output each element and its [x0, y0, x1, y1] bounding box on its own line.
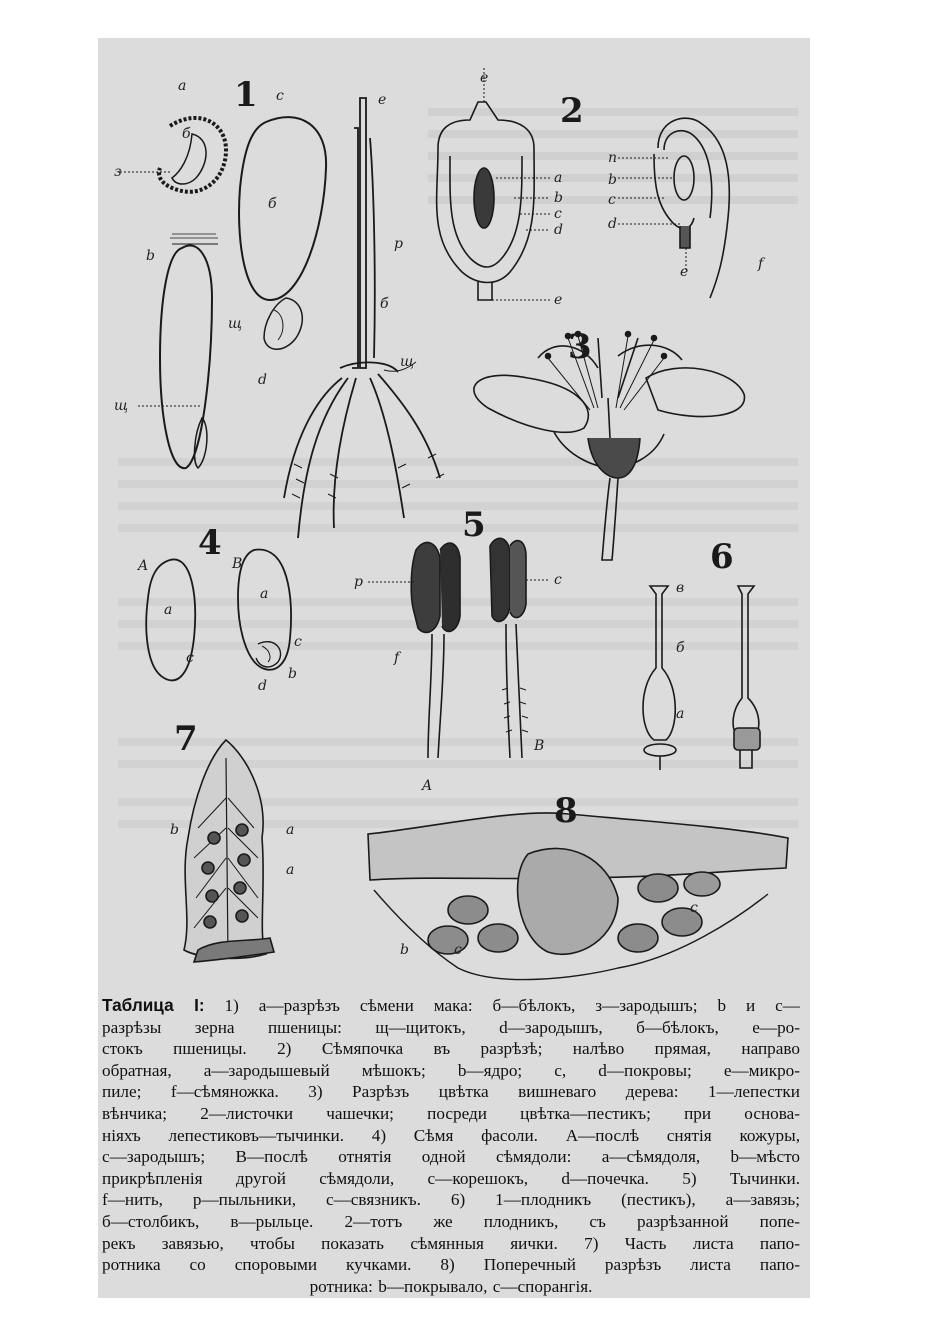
caption-line-text: 1) а—разрѣзъ сѣмени мака: б—бѣлокъ, з—зародышъ; b и с— [204, 996, 800, 1015]
figure-number-1: 1 [234, 75, 258, 115]
label-fig4-A: A [138, 558, 149, 574]
label-fig1-sch-2: щ [228, 316, 243, 332]
figure-number-3: 3 [568, 327, 592, 367]
label-fig1-e: e [378, 92, 387, 108]
plate-page [98, 38, 810, 1298]
caption-line-8: с—зародышъ; В—послѣ отнятія одной сѣмядоли: а—сѣмядоля, b—мѣсто [102, 1147, 800, 1167]
label-fig2-b-right: b [608, 172, 617, 188]
label-fig7-a-2: a [286, 862, 295, 878]
label-fig2-d-right: d [608, 216, 617, 232]
caption-line-13: ротника со споровыми кучками. 8) Поперечный разрѣзъ листа папо- [102, 1255, 800, 1275]
label-fig4-a: a [164, 602, 173, 618]
figure-number-2: 2 [560, 91, 584, 131]
figure-1-poppy-seed [120, 118, 226, 192]
label-fig1-r: р [394, 236, 403, 252]
label-fig2-c: с [554, 206, 562, 222]
bleed-through-text [118, 108, 798, 828]
label-fig8-b: b [400, 942, 409, 958]
plate-caption [102, 995, 800, 1297]
caption-line-2: разрѣзы зерна пшеницы: щ—щитокъ, d—зародышъ, б—бѣлокъ, е—ро- [102, 1017, 800, 1037]
caption-lead: Таблица I: [102, 995, 205, 1015]
label-fig8-c: c [690, 900, 698, 916]
label-fig4-B: B [232, 556, 243, 572]
label-fig1-sch-3: щ [400, 354, 415, 370]
label-fig1-b-cyr-2: б [268, 196, 277, 212]
caption-line-10: f—нить, р—пыльники, с—связникъ. 6) 1—плодникъ (пестикъ), а—завязь; [102, 1190, 800, 1210]
label-fig5-c: с [554, 572, 562, 588]
caption-line-7: ніяхъ лепестиковъ—тычинки. 4) Сѣмя фасоли. А—послѣ снятія кожуры, [102, 1125, 800, 1145]
label-fig1-z: з [114, 164, 122, 180]
label-fig2-c-right: с [608, 192, 616, 208]
figure-1-wheat-grain [239, 117, 326, 349]
label-fig6-b-cyr: б [676, 640, 685, 656]
label-fig2-b: b [554, 190, 563, 206]
label-fig7-a: a [286, 822, 295, 838]
caption-line-14: ротника: b—покрывало, с—спорангія. [309, 1276, 593, 1296]
caption-line-4: обратная, а—зародышевый мѣшокъ; b—ядро; с, d—покровы; е—микро- [102, 1060, 800, 1080]
figure-number-7: 7 [174, 719, 198, 759]
label-fig1-a: а [178, 78, 187, 94]
caption-line-1 [102, 995, 800, 1017]
label-fig2-a: а [554, 170, 563, 186]
label-fig2-f: f [758, 256, 764, 272]
label-fig4-c-B: c [294, 634, 302, 650]
label-fig1-c: с [276, 88, 284, 104]
label-fig6-a: a [676, 706, 685, 722]
figure-number-4: 4 [198, 523, 222, 563]
label-fig5-f: f [394, 650, 400, 666]
figure-1-wheat-grain-b [138, 234, 218, 468]
label-fig2-e: е [554, 292, 563, 308]
caption-line-6: вѣнчика; 2—листочки чашечки; посреди цвѣтка—пестикъ; при основа- [102, 1103, 800, 1123]
figure-number-5: 5 [462, 505, 486, 545]
figure-7-fern-leaf [184, 740, 274, 962]
label-fig1-d: d [258, 372, 267, 388]
caption-line-3: стокъ пшеницы. 2) Сѣмяпочка въ разрѣзѣ; налѣво прямая, направо [102, 1039, 800, 1059]
label-fig1-b-cyr-3: б [380, 296, 389, 312]
label-fig4-a-B: a [260, 586, 269, 602]
label-fig2-n: п [608, 150, 618, 166]
figure-2-ovule-inverted [618, 118, 729, 298]
caption-line-9: прикрѣпленія другой сѣмядоли, с—корешокъ, d—почечка. 5) Тычинки. [102, 1168, 800, 1188]
label-fig1-b: b [146, 248, 155, 264]
label-fig1-b-cyr: б [182, 126, 191, 142]
figure-8-fern-cross-section [368, 813, 788, 980]
label-fig5-r: р [354, 574, 363, 590]
label-fig4-c: c [186, 650, 194, 666]
caption-line-5: пиле; f—сѣмяножка. 3) Разрѣзъ цвѣтка вишневаго дерева: 1—лепестки [102, 1082, 800, 1102]
label-fig5-A: A [422, 778, 433, 794]
label-fig8-c-left: c [454, 942, 462, 958]
figure-2-ovule-straight [437, 68, 550, 300]
figure-number-6: 6 [710, 537, 734, 577]
caption-line-12: рекъ завязью, чтобы показать сѣмянныя яички. 7) Часть листа папо- [102, 1233, 800, 1253]
figure-number-8: 8 [554, 791, 578, 831]
caption-line-11: б—столбикъ, в—рыльце. 2—тотъ же плодникъ, съ разрѣзанной попе- [102, 1211, 800, 1231]
label-fig4-d-B: d [258, 678, 267, 694]
label-fig2-e-right: е [680, 264, 689, 280]
label-fig7-b: b [170, 822, 179, 838]
label-fig2-e-top: е [480, 70, 489, 86]
figure-1-wheat-seedling [284, 98, 444, 538]
label-fig6-v: в [676, 580, 685, 596]
label-fig1-sch: щ [114, 398, 129, 414]
label-fig4-b-B: b [288, 666, 297, 682]
label-fig5-B: B [534, 738, 545, 754]
botanical-illustration-plate [98, 38, 810, 988]
label-fig2-d: d [554, 222, 563, 238]
